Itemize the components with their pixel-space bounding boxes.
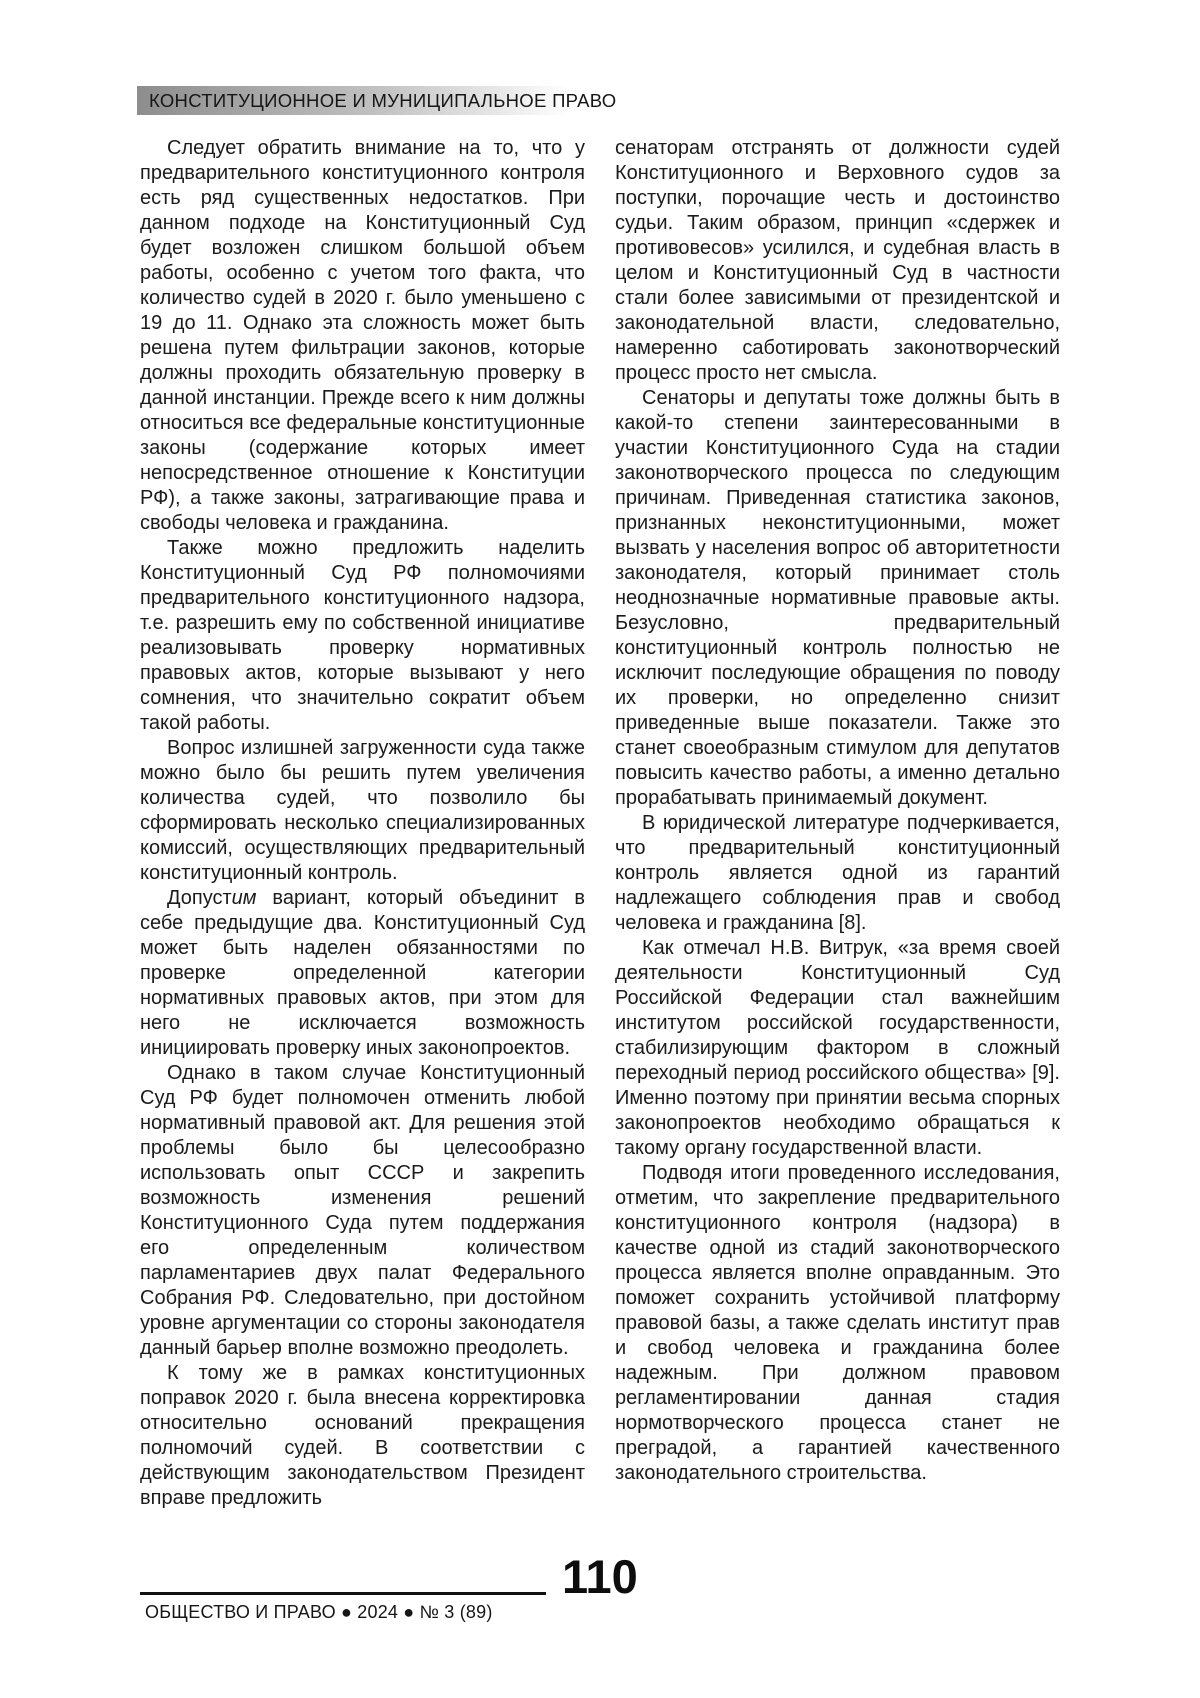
- italic-text: им: [231, 887, 257, 909]
- paragraph: Однако в таком случае Конституционный Суд РФ будет полномочен отменить любой нормативный правовой акт. Для решения этой проблемы было бы целесообразно использовать опыт СССР и закрепить возможность изменения решений Конституционного Суда путем поддержания его определенным количеством парламентариев двух палат Федерального Собрания РФ. Следовательно, при достойном уровне аргументации со стороны законодателя данный барьер вполне возможно преодолеть.: [140, 1062, 585, 1359]
- page-number: 110: [562, 1550, 638, 1603]
- paragraph: Следует обратить внимание на то, что у предварительного конституционного контроля есть ряд существенных недостатков. При данном подходе на Конституционный Суд будет возложен слишком большой объем работы, особенно с учетом того факта, что количество судей в 2020 г. было уменьшено с 19 до 11. Однако эта сложность может быть решена путем фильтрации законов, которые должны проходить обязательную проверку в данной инстанции. Прежде всего к ним должны относиться все федеральные конституционные законы (содержание которых имеет непосредственное отношение к Конституции РФ), а также законы, затрагивающие права и свободы человека и гражданина.: [140, 137, 585, 534]
- paragraph: К тому же в рамках конституционных поправок 2020 г. была внесена корректировка относительно оснований прекращения полномочий судей. В соответствии с действующим законодательством Президент вправе предложить: [140, 1362, 585, 1509]
- paragraph: Вопрос излишней загруженности суда также можно было бы решить путем увеличения количества судей, что позволило бы сформировать несколько специализированных комиссий, осуществляющих предварительный конституционный контроль.: [140, 737, 585, 884]
- text-column-right: [615, 136, 1060, 1511]
- paragraph: Подводя итоги проведенного исследования, отметим, что закрепление предварительного конституционного контроля (надзора) в качестве одной из стадий законотворческого процесса является вполне оправданным. Это поможет сохранить устойчивой платформу правовой базы, а также сделать институт прав и свобод человека и гражданина более надежным. При должном правовом регламентировании данная стадия нормотворческого процесса станет не преградой, а гарантией качественного законодательного строительства.: [615, 1162, 1060, 1484]
- paragraph: Допустим вариант, который объединит в себе предыдущие два. Конституционный Суд может быть наделен обязанностями по проверке определенной категории нормативных правовых актов, при этом для него не исключается возможность инициировать проверку иных законопроектов.: [140, 887, 585, 1059]
- paragraph: Также можно предложить наделить Конституционный Суд РФ полномочиями предварительного конституционного надзора, т.е. разрешить ему по собственной инициативе реализовывать проверку нормативных правовых актов, которые вызывают у него сомнения, что значительно сократит объем такой работы.: [140, 537, 585, 734]
- article-body: [140, 136, 1060, 1511]
- footer-rule: [140, 1592, 546, 1595]
- text-column-left: [140, 136, 585, 1511]
- journal-footer: ОБЩЕСТВО И ПРАВО ● 2024 ● № 3 (89): [145, 1602, 493, 1622]
- paragraph: Сенаторы и депутаты тоже должны быть в какой-то степени заинтересованными в участии Конституционного Суда на стадии законотворческого процесса по следующим причинам. Приведенная статистика законов, признанных неконституционными, может вызвать у населения вопрос об авторитетности законодателя, который принимает столь неоднозначные нормативные правовые акты. Безусловно, предварительный конституционный контроль полностью не исключит последующие обращения по поводу их проверки, но определенно снизит приведенные выше показатели. Также это станет своеобразным стимулом для депутатов повысить качество работы, а именно детально прорабатывать принимаемый документ.: [615, 387, 1060, 809]
- paragraph: сенаторам отстранять от должности судей Конституционного и Верховного судов за поступки, порочащие честь и достоинство судьи. Таким образом, принцип «сдержек и противовесов» усилился, и судебная власть в целом и Конституционный Суд в частности стали более зависимыми от президентской и законодательной власти, следовательно, намеренно саботировать законотворческий процесс просто нет смысла.: [615, 137, 1060, 384]
- section-title: КОНСТИТУЦИОННОЕ И МУНИЦИПАЛЬНОЕ ПРАВО: [149, 90, 617, 111]
- paragraph: В юридической литературе подчеркивается, что предварительный конституционный контроль является одной из гарантий надлежащего соблюдения прав и свобод человека и гражданина [8].: [615, 812, 1060, 934]
- paragraph: Как отмечал Н.В. Витрук, «за время своей деятельности Конституционный Суд Российской Федерации стал важнейшим институтом российской государственности, стабилизирующим фактором в сложный переходный период российского общества» [9]. Именно поэтому при принятии весьма спорных законопроектов необходимо обращаться к такому органу государственной власти.: [615, 937, 1060, 1159]
- section-header-bar: [137, 86, 617, 115]
